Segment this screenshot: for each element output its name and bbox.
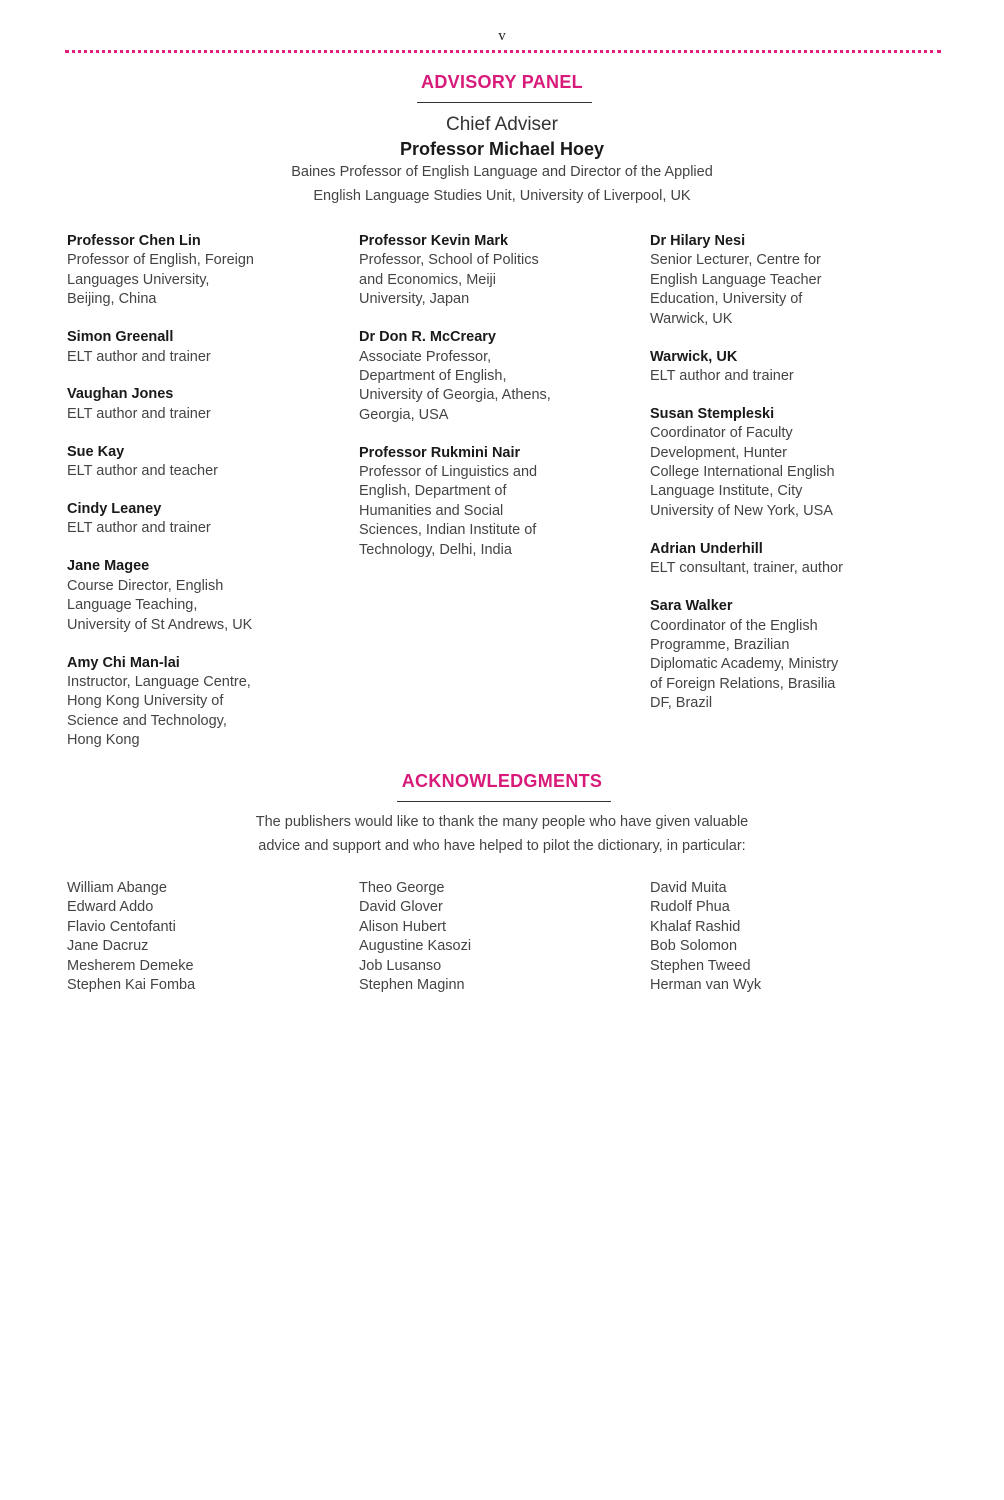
advisor-description: Instructor, Language Centre, Hong Kong University of Science and Technology, Hong Kong — [67, 673, 251, 749]
advisor-entry — [650, 540, 940, 579]
advisor-description: ELT author and trainer — [67, 520, 211, 537]
advisor-entry — [67, 654, 337, 751]
thanked-person: Jane Dacruz — [67, 938, 149, 955]
acknowledgments-intro-line: advice and support and who have helped to pilot the dictionary, in particular: — [258, 838, 746, 854]
advisor-name: Professor Kevin Mark — [359, 233, 509, 249]
advisor-entry — [359, 328, 629, 425]
acknowledgments-title-underline — [397, 801, 611, 802]
advisor-entry — [67, 500, 337, 539]
advisor-entry — [650, 348, 940, 387]
thanked-person: Khalaf Rashid — [650, 918, 741, 935]
advisory-column-2 — [359, 232, 629, 579]
thanked-person: Rudolf Phua — [650, 899, 730, 916]
acknowledgments-title: ACKNOWLEDGMENTS — [401, 771, 603, 791]
chief-adviser-role: Chief Adviser — [446, 114, 558, 135]
advisory-title-underline — [417, 102, 592, 103]
advisor-entry — [650, 232, 940, 329]
advisor-entry — [650, 597, 940, 713]
advisor-description: Professor of English, Foreign Languages University, Beijing, China — [67, 252, 254, 308]
thanked-person: Flavio Centofanti — [67, 918, 176, 935]
advisor-name: Simon Greenall — [67, 329, 174, 346]
thanks-column-1 — [67, 879, 337, 995]
advisor-description: Professor of Linguistics and English, Department of Humanities and Social Sciences, Indian Institute of Technology, Delhi, India — [359, 464, 538, 558]
thanks-column-3 — [650, 879, 920, 995]
advisor-description: Course Director, English Language Teaching, University of St Andrews, UK — [67, 577, 253, 633]
acknowledgments-intro-line: The publishers would like to thank the many people who have given valuable — [255, 814, 749, 830]
thanked-person: Augustine Kasozi — [359, 938, 472, 955]
thanked-person: Stephen Maginn — [359, 977, 465, 994]
advisor-entry — [67, 328, 337, 367]
advisor-entry — [359, 232, 629, 310]
thanked-person: Mesherem Demeke — [67, 957, 194, 974]
advisor-name: Dr Hilary Nesi — [650, 233, 746, 249]
dotted-divider — [65, 50, 941, 53]
advisor-name: Professor Chen Lin — [67, 233, 201, 249]
thanked-person: Alison Hubert — [359, 918, 447, 935]
thanked-person: David Muita — [650, 880, 727, 896]
advisor-name: Jane Magee — [67, 558, 150, 575]
advisor-description: Professor, School of Politics and Economics, Meiji University, Japan — [359, 252, 539, 308]
advisor-name: Dr Don R. McCreary — [359, 329, 496, 346]
thanked-person: Edward Addo — [67, 899, 154, 916]
advisor-entry — [67, 557, 337, 635]
advisor-name: Vaughan Jones — [67, 386, 174, 403]
advisor-name: Susan Stempleski — [650, 405, 775, 422]
thanked-person: Stephen Kai Fomba — [67, 977, 196, 994]
advisor-name: Warwick, UK — [650, 348, 738, 365]
advisor-description: ELT author and trainer — [650, 367, 794, 384]
advisor-description: Coordinator of the English Programme, Brazilian Diplomatic Academy, Ministry of Foreign Relations, Brasilia DF, Brazil — [650, 617, 839, 712]
advisory-column-3 — [650, 232, 940, 732]
advisor-entry — [359, 444, 629, 560]
thanked-person: Theo George — [359, 880, 445, 896]
advisor-entry — [67, 385, 337, 424]
thanks-column-2 — [359, 879, 629, 995]
acknowledgments-intro — [202, 810, 802, 858]
advisor-entry — [67, 443, 337, 482]
advisor-name: Amy Chi Man-lai — [67, 654, 180, 671]
advisor-description: ELT author and teacher — [67, 463, 219, 480]
advisor-description: Coordinator of Faculty Development, Hunter College International English Language Institute, City University of New York, USA — [650, 425, 835, 519]
advisory-column-1 — [67, 232, 337, 769]
thanked-person: Herman van Wyk — [650, 977, 762, 994]
thanked-person: Stephen Tweed — [650, 957, 751, 974]
thanked-person: Bob Solomon — [650, 938, 738, 955]
advisor-description: ELT author and trainer — [67, 405, 211, 422]
page-number: v — [498, 28, 506, 44]
thanked-person: William Abange — [67, 880, 167, 896]
advisor-description: ELT author and trainer — [67, 348, 211, 365]
chief-adviser-description: Baines Professor of English Language and Director of the Applied English Language Studies Unit, University of Liverpool, UK — [291, 164, 713, 204]
chief-adviser-name: Professor Michael Hoey — [399, 139, 605, 159]
advisor-entry — [650, 405, 940, 521]
advisor-description: Senior Lecturer, Centre for English Language Teacher Education, University of Warwick, UK — [650, 252, 822, 327]
advisor-entry — [67, 232, 337, 310]
advisor-description: ELT consultant, trainer, author — [650, 560, 843, 577]
advisor-description: Associate Professor, Department of English, University of Georgia, Athens, Georgia, USA — [359, 348, 551, 423]
advisor-name: Sue Kay — [67, 443, 125, 460]
advisor-name: Adrian Underhill — [650, 540, 763, 557]
advisor-name: Professor Rukmini Nair — [359, 444, 521, 461]
advisor-name: Sara Walker — [650, 598, 733, 615]
advisory-panel-title: ADVISORY PANEL — [421, 72, 583, 92]
advisor-name: Cindy Leaney — [67, 501, 162, 518]
thanked-person: David Glover — [359, 899, 443, 916]
thanked-person: Job Lusanso — [359, 957, 442, 974]
